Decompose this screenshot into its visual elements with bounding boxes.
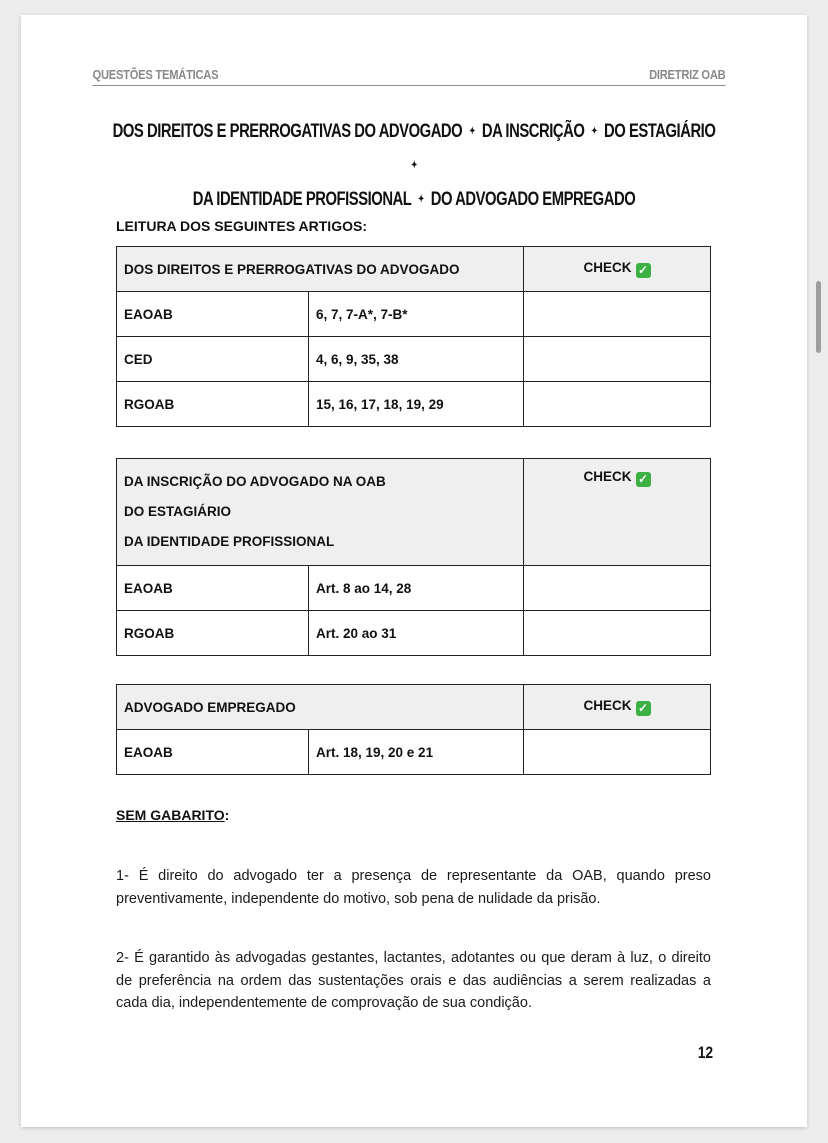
page-title: [21, 115, 807, 217]
running-header: [93, 65, 726, 86]
table-heading: [117, 459, 524, 566]
table-header-row: [117, 247, 711, 292]
law-cell: RGOAB: [117, 611, 309, 656]
articles-cell: Art. 18, 19, 20 e 21: [309, 730, 524, 775]
title-part: DO ADVOGADO EMPREGADO: [430, 189, 636, 211]
title-part: DA INSCRIÇÃO: [481, 121, 585, 143]
heading-line: DO ESTAGIÁRIO: [124, 504, 232, 519]
heading-line: DA IDENTIDADE PROFISSIONAL: [124, 534, 335, 549]
table-row: [117, 566, 711, 611]
heading-line: DA INSCRIÇÃO DO ADVOGADO NA OAB: [124, 474, 386, 489]
check-label: CHECK: [583, 698, 632, 713]
title-line-2: [107, 183, 720, 217]
title-part: DO ESTAGIÁRIO: [604, 121, 716, 143]
check-mark-icon: ✓: [636, 701, 651, 716]
table-header-row: [117, 685, 711, 730]
sem-gabarito-label: SEM GABARITO: [116, 807, 225, 823]
law-cell: EAOAB: [117, 730, 309, 775]
separator-icon: ✦: [410, 160, 418, 172]
table-row: [117, 730, 711, 775]
reading-label: LEITURA DOS SEGUINTES ARTIGOS:: [116, 218, 367, 234]
table-row: [117, 292, 711, 337]
check-cell[interactable]: [524, 611, 711, 656]
law-cell: CED: [117, 337, 309, 382]
colon: :: [224, 807, 230, 823]
question-item: 2- É garantido às advogadas gestantes, lactantes, adotantes ou que deram à luz, o direito de preferência na ordem das sustentações orais e das audiências a serem realizadas a cada dia, independentemente de comprovação de sua condição.: [116, 950, 711, 1011]
separator-icon: ✦: [469, 126, 476, 137]
check-label: CHECK: [583, 260, 632, 275]
articles-cell: Art. 20 ao 31: [309, 611, 524, 656]
sem-gabarito-heading: [116, 807, 229, 823]
table-header-row: [117, 459, 711, 566]
law-cell: EAOAB: [117, 292, 309, 337]
header-left: QUESTÕES TEMÁTICAS: [92, 67, 219, 82]
header-right: DIRETRIZ OAB: [649, 67, 726, 82]
check-mark-icon: ✓: [636, 472, 651, 487]
scrollbar-thumb[interactable]: [816, 281, 821, 353]
articles-cell: 15, 16, 17, 18, 19, 29: [309, 382, 524, 427]
check-cell[interactable]: [524, 566, 711, 611]
law-cell: RGOAB: [117, 382, 309, 427]
table-row: [117, 382, 711, 427]
check-cell[interactable]: [524, 730, 711, 775]
title-part: DA IDENTIDADE PROFISSIONAL: [192, 189, 412, 211]
check-column-header: [524, 459, 711, 566]
title-line-1: [107, 115, 720, 183]
articles-table-prerogatives: [116, 246, 711, 427]
check-column-header: [524, 685, 711, 730]
separator-icon: ✦: [591, 126, 598, 137]
articles-cell: 4, 6, 9, 35, 38: [309, 337, 524, 382]
check-column-header: [524, 247, 711, 292]
table-row: [117, 611, 711, 656]
separator-icon: ✦: [417, 194, 424, 206]
document-page: [21, 15, 807, 1127]
articles-cell: Art. 8 ao 14, 28: [309, 566, 524, 611]
title-part: DOS DIREITOS E PRERROGATIVAS DO ADVOGADO: [112, 121, 463, 143]
articles-cell: 6, 7, 7-A*, 7-B*: [309, 292, 524, 337]
table-heading: ADVOGADO EMPREGADO: [117, 685, 524, 730]
law-cell: EAOAB: [117, 566, 309, 611]
check-cell[interactable]: [524, 292, 711, 337]
check-label: CHECK: [583, 469, 632, 484]
table-heading: DOS DIREITOS E PRERROGATIVAS DO ADVOGADO: [117, 247, 524, 292]
page-number: 12: [697, 1043, 714, 1062]
articles-table-registration: [116, 458, 711, 656]
check-cell[interactable]: [524, 382, 711, 427]
table-row: [117, 337, 711, 382]
check-cell[interactable]: [524, 337, 711, 382]
question-item: 1- É direito do advogado ter a presença de representante da OAB, quando preso preventivamente, independente do motivo, sob pena de nulidade da prisão.: [116, 868, 711, 907]
articles-table-employed: [116, 684, 711, 775]
check-mark-icon: ✓: [636, 263, 651, 278]
